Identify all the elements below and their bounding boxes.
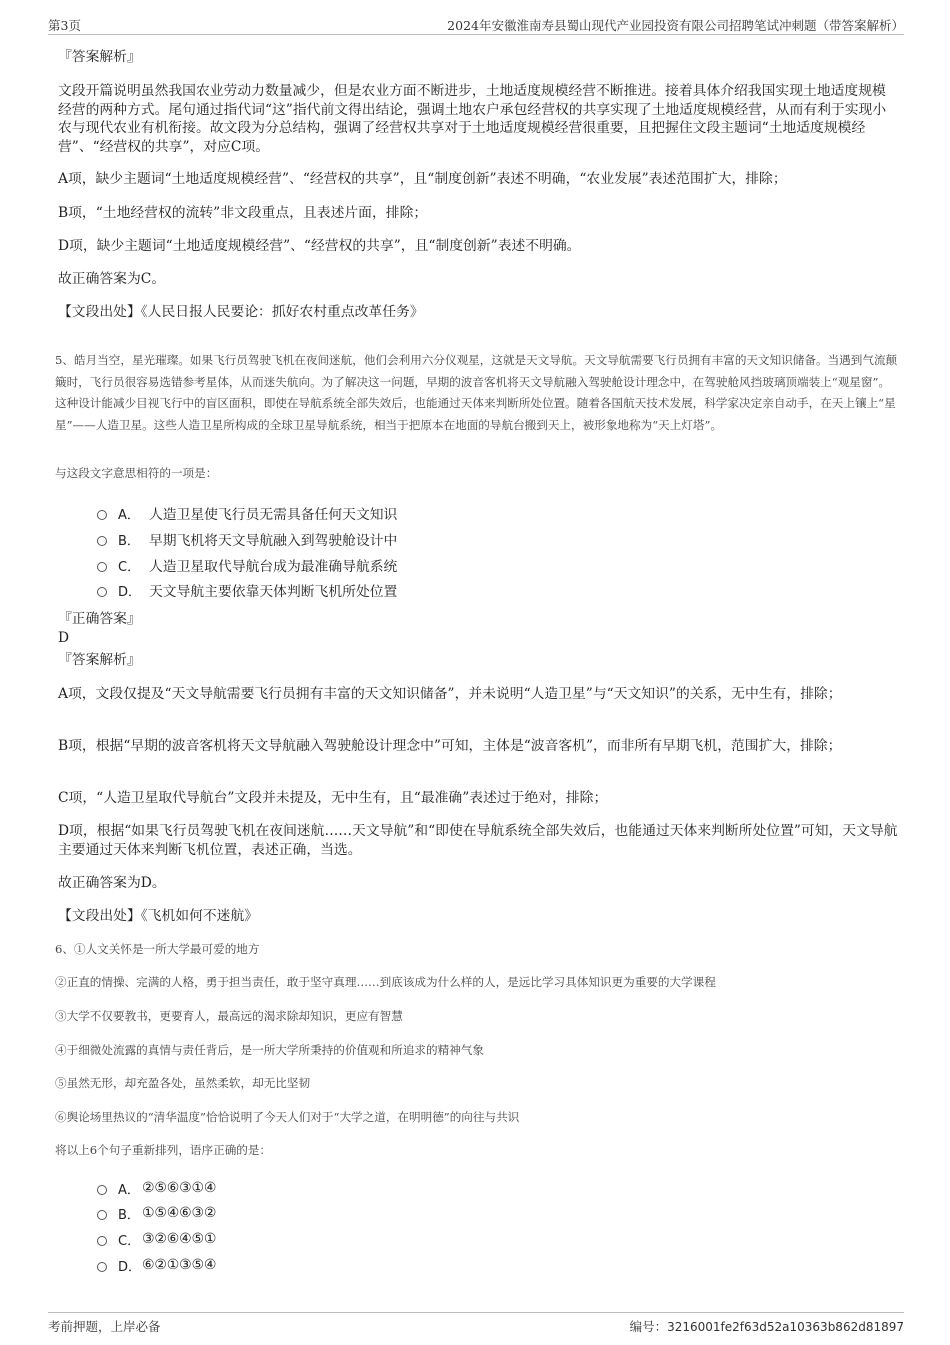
document-title: 2024年安徽淮南寿县蜀山现代产业园投资有限公司招聘笔试冲刺题（带答案解析） <box>447 18 904 33</box>
page-header <box>48 14 904 35</box>
q6-sentence-2: ②正直的情操、完满的人格，勇于担当责任，敢于坚守真理……到底该成为什么样的人，是远比学习具体知识更为重要的大学课程 <box>55 975 716 989</box>
q4-conclusion: 故正确答案为C。 <box>58 271 166 287</box>
q5-source: 【文段出处】《飞机如何不迷航》 <box>58 908 259 924</box>
radio-icon[interactable] <box>97 1185 107 1195</box>
q6-option-c[interactable] <box>97 1229 216 1249</box>
radio-icon[interactable] <box>97 587 107 597</box>
q5-answer-title: 『正确答案』 <box>58 611 141 627</box>
radio-icon[interactable] <box>97 562 107 572</box>
page-number: 第3页 <box>48 18 81 33</box>
radio-icon[interactable] <box>97 1210 107 1220</box>
q5-answer: D <box>58 630 70 646</box>
q5-analysis-a: A项，文段仅提及“天文导航需要飞行员拥有丰富的天文知识储备”，并未说明“人造卫星”与“天文知识”的关系，无中生有，排除； <box>58 686 842 702</box>
option-text: 早期飞机将天文导航融入到驾驶舱设计中 <box>149 533 398 549</box>
option-text: 人造卫星取代导航台成为最准确导航系统 <box>149 559 398 575</box>
footer-code-value: 3216001fe2f63d52a10363b862d81897 <box>667 1320 904 1334</box>
q5-conclusion: 故正确答案为D。 <box>58 875 166 891</box>
footer-code-label: 编号： <box>629 1319 668 1334</box>
q4-analysis-a: A项，缺少主题词“土地适度规模经营”、“经营权的共享”，且“制度创新”表述不明确，“农业发展”表述范围扩大，排除； <box>58 171 787 187</box>
q5-option-d[interactable] <box>97 580 397 600</box>
option-text: ②⑤⑥③①④ <box>142 1180 217 1196</box>
q5-prompt: 与这段文字意思相符的一项是： <box>55 466 218 480</box>
q5-option-c[interactable] <box>97 555 397 575</box>
q5-option-a[interactable] <box>97 503 397 523</box>
q6-option-a[interactable] <box>97 1178 216 1198</box>
radio-icon[interactable] <box>97 1262 107 1272</box>
option-letter: A． <box>118 507 140 523</box>
q6-sentence-4: ④于细微处流露的真情与责任背后，是一所大学所秉持的价值观和所追求的精神气象 <box>55 1043 484 1057</box>
page-footer <box>48 1312 904 1335</box>
q6-sentence-5: ⑤虽然无形，却充盈各处，虽然柔软，却无比坚韧 <box>55 1076 311 1090</box>
option-text: ⑥②①③⑤④ <box>142 1257 217 1273</box>
q5-option-b[interactable] <box>97 529 397 549</box>
footer-code <box>630 1317 904 1335</box>
q5-stem: 5、皓月当空，星光璀璨。如果飞行员驾驶飞机在夜间迷航，他们会利用六分仪观星，这就是天文导航。天文导航需要飞行员拥有丰富的天文知识储备。当遇到气流颠簸时，飞行员很容易选错参考星体，从而迷失航向。为了解决这一问题，早期的波音客机将天文导航融入驾驶舱设计理念中，在驾驶舱风挡玻璃顶端装上“观星窗”。这种设计能减少目视飞行中的盲区面积，即使在导航系统全部失效后，也能通过天体来判断所处位置。随着各国航天技术发展，科学家决定亲自动手，在天上镶上“星星”——人造卫星。这些人造卫星所构成的全球卫星导航系统，相当于把原本在地面的导航台搬到天上，被形象地称为“天上灯塔”。 <box>55 353 898 433</box>
q4-analysis-paragraph: 文段开篇说明虽然我国农业劳动力数量减少，但是农业方面不断进步，土地适度规模经营不断推进。接着具体介绍我国实现土地适度规模经营的两种方式。尾句通过指代词“这”指代前文得出结论，强调土地农户承包经营权的共享实现了土地适度规模经营，从而有利于实现小农与现代农业有机衔接。故文段为分总结构，强调了经营权共享对于土地适度规模经营很重要，且把握住文段主题词“土地适度规模经营”、“经营权的共享”，对应C项。 <box>58 83 887 155</box>
option-letter: B． <box>118 533 140 549</box>
q6-option-d[interactable] <box>97 1255 216 1275</box>
option-letter: D． <box>118 584 142 600</box>
q4-analysis-title: 『答案解析』 <box>58 49 141 65</box>
radio-icon[interactable] <box>97 536 107 546</box>
option-letter: C． <box>118 559 141 575</box>
q6-sentence-6: ⑥舆论场里热议的“清华温度”恰恰说明了今天人们对于“大学之道，在明明德”的向往与共识 <box>55 1110 520 1124</box>
q5-analysis-b: B项，根据“早期的波音客机将天文导航融入驾驶舱设计理念中”可知，主体是“波音客机”，而非所有早期飞机，范围扩大，排除； <box>58 738 842 754</box>
option-text: ①⑤④⑥③② <box>142 1205 217 1221</box>
q4-analysis-b: B项，“土地经营权的流转”非文段重点，且表述片面，排除； <box>58 205 428 221</box>
option-text: 人造卫星使飞行员无需具备任何天文知识 <box>149 507 398 523</box>
q5-analysis-d: D项，根据“如果飞行员驾驶飞机在夜间迷航……天文导航”和“即使在导航系统全部失效后，也能通过天体来判断所处位置”可知，天文导航主要通过天体来判断飞机位置，表述正确，当选。 <box>58 823 898 858</box>
q6-sentence-3: ③大学不仅要教书，更要育人，最高远的渴求除却知识，更应有智慧 <box>55 1009 403 1023</box>
radio-icon[interactable] <box>97 510 107 520</box>
option-letter: B． <box>118 1207 140 1223</box>
q4-source: 【文段出处】《人民日报人民要论：抓好农村重点改革任务》 <box>58 304 424 320</box>
option-letter: C． <box>118 1233 141 1249</box>
q4-analysis-d: D项，缺少主题词“土地适度规模经营”、“经营权的共享”，且“制度创新”表述不明确。 <box>58 238 581 254</box>
radio-icon[interactable] <box>97 1236 107 1246</box>
q6-option-b[interactable] <box>97 1203 216 1223</box>
option-text: 天文导航主要依靠天体判断飞机所处位置 <box>149 584 398 600</box>
option-letter: A． <box>118 1182 140 1198</box>
q5-analysis-title: 『答案解析』 <box>58 652 141 668</box>
q6-prompt: 将以上6个句子重新排列，语序正确的是： <box>55 1143 272 1157</box>
footer-slogan: 考前押题，上岸必备 <box>48 1319 161 1334</box>
q6-sentence-1: 6、①人文关怀是一所大学最可爱的地方 <box>55 942 260 956</box>
q5-analysis-c: C项，“人造卫星取代导航台”文段并未提及，无中生有，且“最准确”表述过于绝对，排除； <box>58 790 608 806</box>
option-letter: D． <box>118 1259 142 1275</box>
option-text: ③②⑥④⑤① <box>142 1231 217 1247</box>
